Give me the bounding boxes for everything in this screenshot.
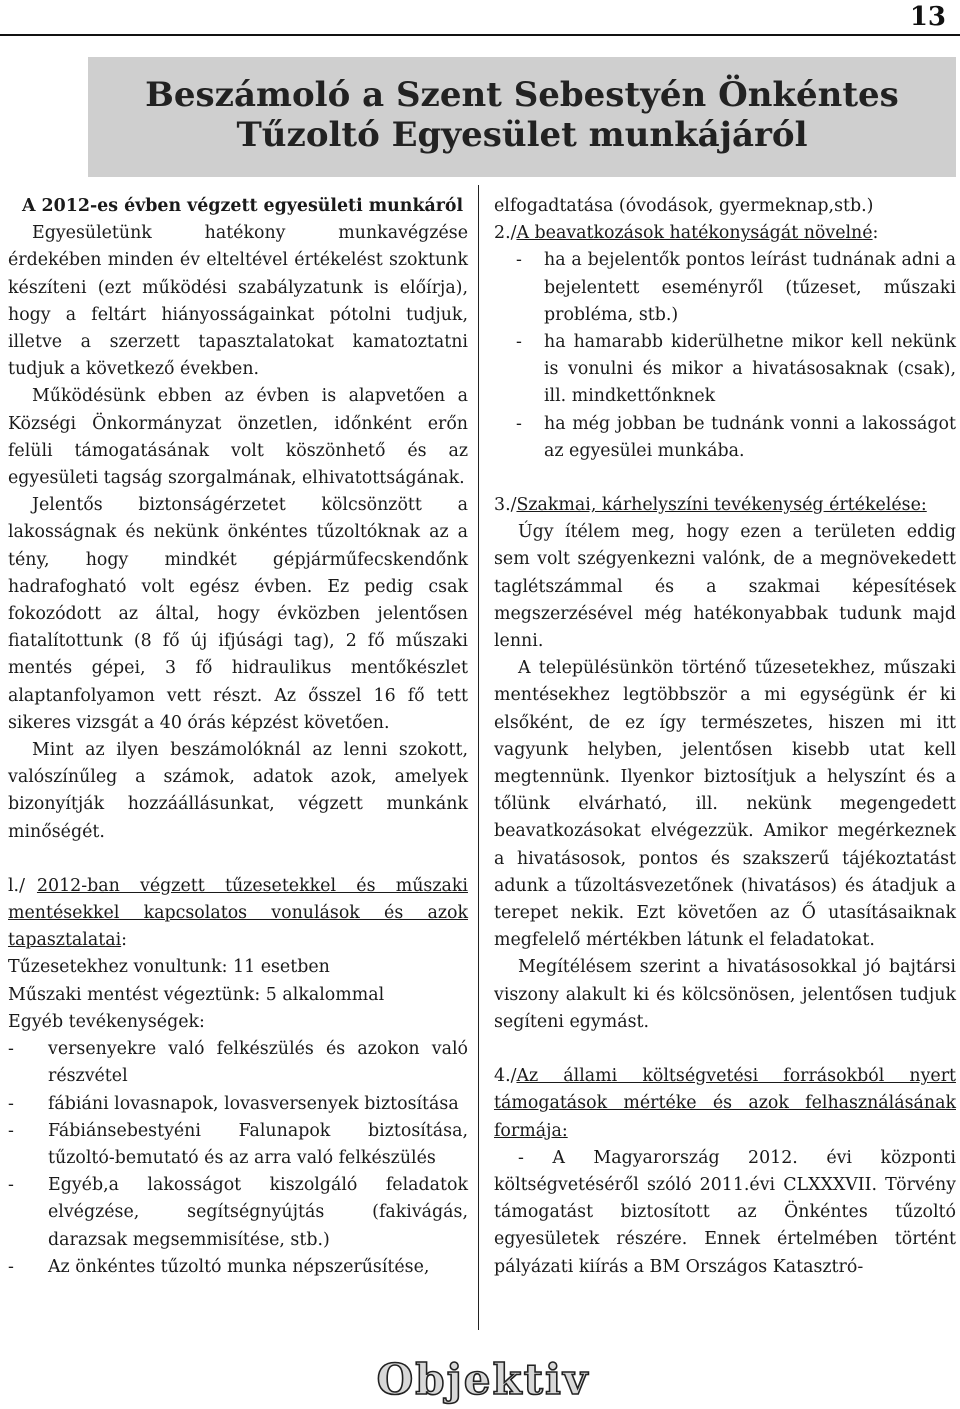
paragraph: - A Magyarország 2012. évi központi költségvetéséről szóló 2011.évi CLXXXVII. Törvény támogatást biztosított az Önkéntes tűzoltó egyesületek részére. Ennek értelmében történt pályázati kiírás a BM Országos Katasztró- [494, 1147, 956, 1277]
paragraph: A településünkön történő tűzesetekhez, műszaki mentésekhez legtöbbször a mi egységünk ér ki elsőként, de ez így természetes, hiszen mi itt vagyunk helyben, jelentősen kisebb utat kell megtennünk. Ilyenkor biztosítjuk a helyszínt és a tőlünk elvárható, ill. nekünk megengedett beavatkozásokat elvégezzük. Amikor megérkeznek a hivatásosok, pontos és szakszerű tájékoztatást adunk a tűzoltásvezetőnek (hivatásos) és átadjuk a terepet nekik. Ezt követően az Ő utasításaiknak megfelelő mértékben látunk el feladatokat. [494, 658, 956, 951]
section-title: Az állami költségvetési forrásokból nyert támogatások mértéke és azok felhasználásának formája: [494, 1066, 956, 1141]
list-item: - ha a bejelentők pontos leírást tudnának adni a bejelentett eseményről (tűzeset, műszaki probléma, stb.) [516, 250, 956, 325]
section-2-heading [494, 220, 956, 247]
other-activities-label: Egyéb tevékenységek: [8, 1011, 205, 1032]
list-item: - versenyekre való felkészülés és azokon való részvétel [8, 1039, 468, 1087]
section-heading: A 2012-es évben végzett egyesületi munkáról [22, 196, 464, 216]
section-number: l./ [8, 875, 25, 896]
logo-wordmark: Objektiv [376, 1355, 590, 1404]
list-item: - ha még jobban be tudnánk vonni a lakosságot az egyesülei munkába. [516, 413, 956, 461]
paragraph: Mint az ilyen beszámolóknál az lenni szokott, valószínűleg a számok, adatok azok, amelyek bizonyítják hozzáállásunkat, végzett munkánk minőségét. [8, 740, 468, 842]
page-title-line-2: Tűzoltó Egyesület munkájáról [236, 115, 808, 155]
list-item: - Egyéb,a lakosságot kiszolgáló feladatok elvégzése, segítségnyújtás (fakivágás, darazsak megsemmisítése, stb.) [8, 1175, 468, 1250]
list-item: - Fábiánsebestyéni Falunapok biztosítása, tűzoltó-bemutató és az arra való felkészülés [8, 1120, 468, 1168]
page-number: 13 [909, 2, 946, 32]
page-title-line-1: Beszámoló a Szent Sebestyén Önkéntes [145, 75, 899, 115]
left-column [8, 193, 468, 1281]
section-title: Szakmai, kárhelyszíni tevékenység értékelése: [516, 495, 927, 516]
paragraph: Úgy ítélem meg, hogy ezen a területen eddig sem volt szégyenkezni valónk, de a megnövekedett taglétszámmal és a szakmai képesítések megszerzésével még hatékonyabbak tudunk majd lenni. [494, 522, 956, 652]
section-title: A beavatkozások hatékonyságát növelné [516, 223, 873, 244]
paragraph: Jelentős biztonságérzetet kölcsönzött a lakosságnak és nekünk önkéntes tűzoltóknak az a tény, hogy mindkét gépjárműfecskendőnk hadrafogható volt egész évben. Ez pedig csak fokozódott az által, hogy évközben jelentősen fiatalítottunk (8 fő új ifjúsági tag), 2 fő műszaki mentés gépei, 3 fő hidraulikus mentőkészlet alaptanfolyamon vett részt. Az ősszel 16 fő tett sikeres vizsgát a 40 órás képzést követően. [8, 495, 468, 733]
section-title: 2012-ban végzett tűzesetekkel és műszaki mentésekkel kapcsolatos vonulások és azok tapasztalatai [8, 875, 468, 951]
section-3-heading [494, 492, 956, 519]
right-column [494, 193, 956, 1281]
list-item: - Az önkéntes tűzoltó munka népszerűsítése, [8, 1256, 430, 1277]
section-1-heading [8, 873, 468, 955]
paragraph: Megítélésem szerint a hivatásosokkal jó bajtársi viszony alakult ki és kölcsönösen, jelentősen tudjuk segíteni egymást. [494, 957, 956, 1032]
paragraph: elfogadtatása (óvodások, gyermeknap,stb.) [494, 196, 874, 216]
paragraph: Működésünk ebben az évben is alapvetően a Községi Önkormányzat önzetlen, időnként erőn felüli támogatásának volt köszönhető és az egyesületi tagság szorgalmának, elhivatottságának. [8, 386, 468, 489]
section-number: 3./ [494, 495, 517, 516]
colon: : [121, 930, 128, 951]
section-4-heading [494, 1063, 956, 1145]
rescues-count: Műszaki mentést végeztünk: 5 alkalommal [8, 984, 385, 1005]
fires-count: Tűzesetekhez vonultunk: 11 esetben [8, 957, 330, 978]
paragraph: Egyesületünk hatékony munkavégzése érdekében minden év elteltével értékelést szoktunk készíteni (ezt működési szabályzatunk is előírja), hogy a feltárt hiányosságainkat pótolni tudjuk, illetve a szerzett tapasztalatokat kamatoztatni tudjuk a következő években. [8, 223, 468, 380]
title-banner [88, 57, 956, 177]
section-number: 4./ [494, 1066, 517, 1087]
list-item: - fábiáni lovasnapok, lovasversenyek biztosítása [8, 1093, 459, 1114]
top-rule [0, 34, 960, 36]
list-item: - ha hamarabb kiderülhetne mikor kell nekünk is vonulni és mikor a hivatásosaknak (csak), ill. mindkettőnknek [516, 332, 956, 407]
colon: : [872, 223, 879, 244]
section-number: 2./ [494, 223, 517, 244]
column-divider [478, 185, 479, 1330]
objektiv-logo [358, 1352, 608, 1407]
